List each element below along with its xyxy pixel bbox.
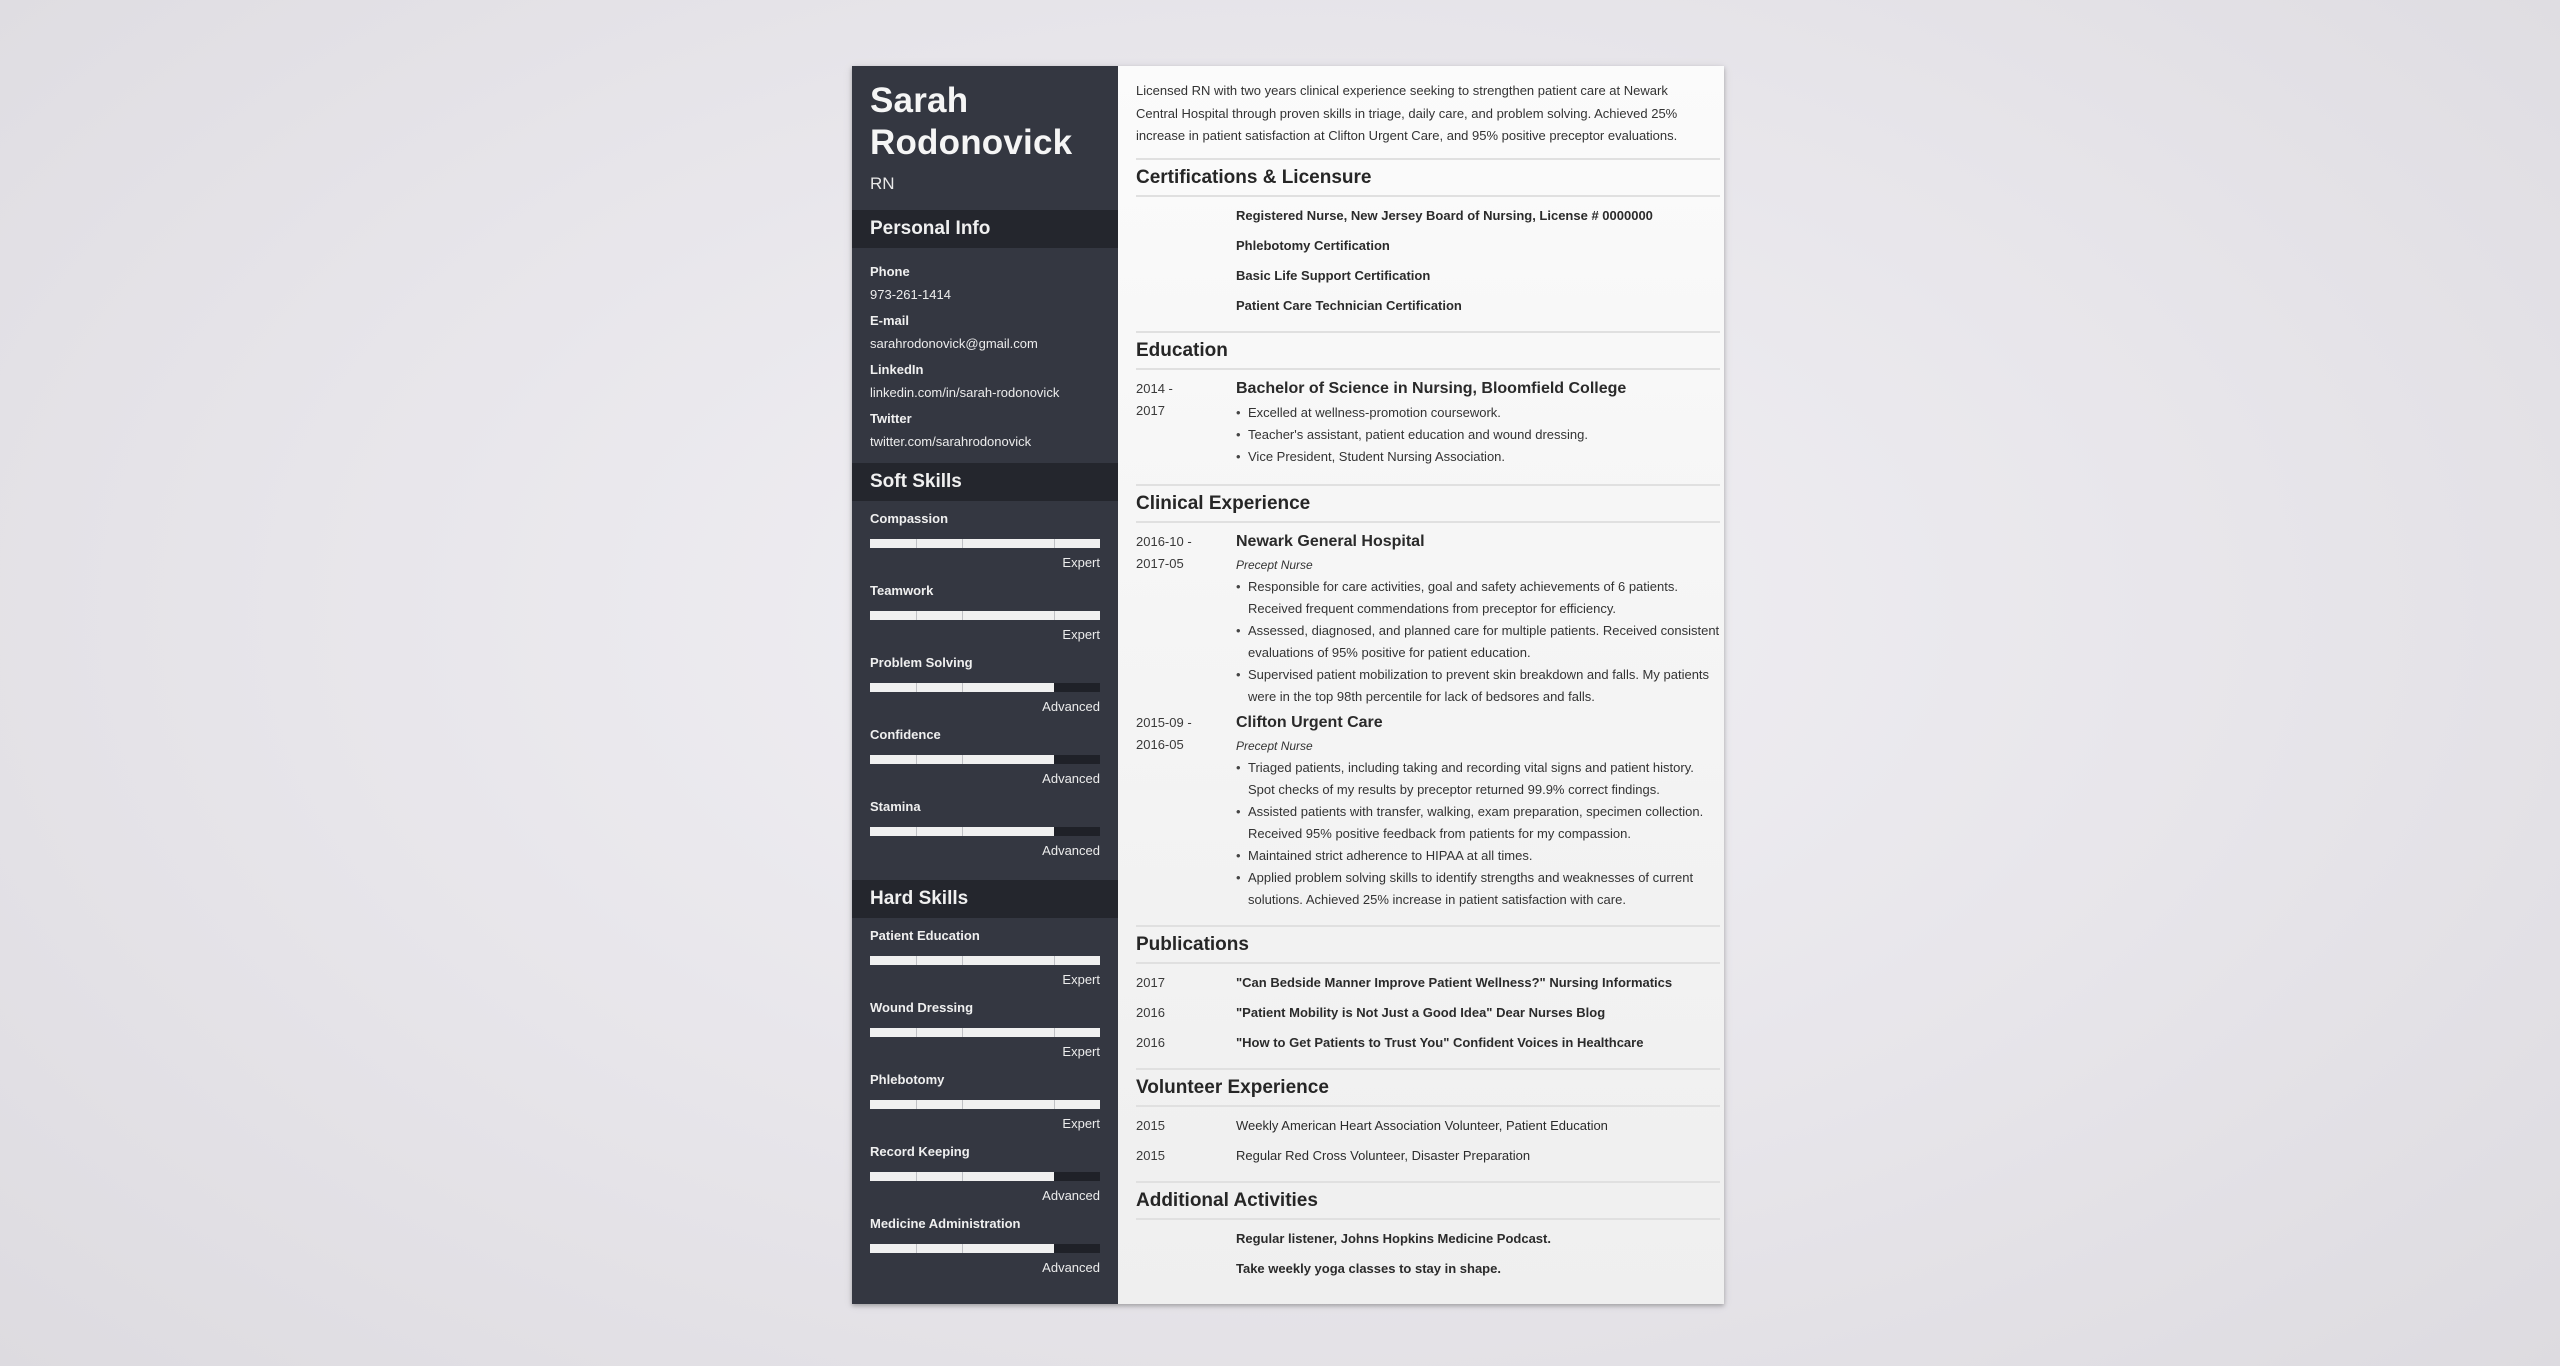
experience-entry — [1136, 712, 1720, 911]
skill-item — [870, 582, 1100, 644]
skill-bar — [870, 539, 1100, 548]
skill-name: Wound Dressing — [870, 1000, 974, 1015]
skill-bar-divider — [962, 1100, 963, 1109]
entry-date: 2016-10 - 2017-05 — [1136, 533, 1192, 571]
phone-value: 973-261-1414 — [870, 287, 951, 302]
skill-item — [870, 1143, 1100, 1205]
entry-date: 2015-09 - 2016-05 — [1136, 714, 1192, 752]
skill-bar-divider — [1054, 1028, 1055, 1037]
skill-name: Compassion — [870, 511, 949, 526]
resume-page — [852, 66, 1724, 1304]
skill-bar-fill — [870, 539, 1100, 548]
publication-item — [1136, 1002, 1720, 1032]
certification-item: Basic Life Support Certification — [1236, 267, 1431, 283]
skill-bar-divider — [916, 683, 917, 692]
skill-level: Advanced — [1042, 1260, 1100, 1275]
bullet-item: • Teacher's assistant, patient education and wound dressing. — [1236, 424, 1720, 446]
publication-item — [1136, 1032, 1720, 1062]
skill-bar-fill — [870, 611, 1100, 620]
volunteer-year: 2015 — [1136, 1147, 1165, 1163]
candidate-title: RN — [870, 174, 895, 193]
skill-bar-divider — [962, 755, 963, 764]
skill-bar — [870, 755, 1100, 764]
resume-main — [1118, 66, 1724, 1304]
bullet-item: • Triaged patients, including taking and recording vital signs and patient history. Spot checks of my results by preceptor returned 99.9% correct findings. — [1236, 757, 1720, 801]
skill-level: Advanced — [1042, 699, 1100, 714]
experience-list — [1136, 523, 1720, 921]
hard-skills-list — [852, 918, 1118, 1297]
education-entry — [1136, 378, 1720, 468]
skill-bar-divider — [1054, 1100, 1055, 1109]
degree-title: Bachelor of Science in Nursing, Bloomfield College — [1236, 379, 1627, 397]
skill-bar-divider — [962, 1244, 963, 1253]
skill-level: Expert — [1062, 555, 1100, 570]
activities-list — [1136, 1220, 1720, 1294]
bullet-item: • Applied problem solving skills to identify strengths and weaknesses of current solutions. Achieved 25% increase in patient satisfaction with care. — [1236, 867, 1720, 911]
publications-list — [1136, 964, 1720, 1068]
publication-year: 2017 — [1136, 974, 1165, 990]
skill-name: Phlebotomy — [870, 1072, 945, 1087]
experience-heading: Clinical Experience — [1136, 484, 1720, 523]
skill-bar — [870, 1244, 1100, 1253]
skill-bar-divider — [916, 1244, 917, 1253]
list-item — [1136, 205, 1720, 235]
activity-item — [1136, 1258, 1720, 1288]
skill-bar-divider — [962, 956, 963, 965]
skill-item — [870, 1071, 1100, 1133]
profile-summary: Licensed RN with two years clinical experience seeking to strengthen patient care at Newark Central Hospital through proven skills in triage, daily care, and problem solving. Achieved 25% increase in patient satisfaction at Clifton Urgent Care, and 95% positive preceptor evaluations. — [1136, 83, 1678, 143]
skill-bar-divider — [962, 1028, 963, 1037]
skill-name: Medicine Administration — [870, 1216, 1021, 1231]
publication-title: "Can Bedside Manner Improve Patient Wellness?" Nursing Informatics — [1236, 974, 1673, 990]
volunteer-list — [1136, 1107, 1720, 1181]
skill-level: Expert — [1062, 1044, 1100, 1059]
entry-date: 2014 - 2017 — [1136, 380, 1173, 418]
skill-item — [870, 1215, 1100, 1277]
employer-name: Newark General Hospital — [1236, 532, 1425, 550]
publication-year: 2016 — [1136, 1004, 1165, 1020]
education-heading: Education — [1136, 331, 1720, 370]
skill-bar-divider — [962, 539, 963, 548]
activity-item — [1136, 1228, 1720, 1258]
certification-item: Patient Care Technician Certification — [1236, 297, 1462, 313]
certification-item: Phlebotomy Certification — [1236, 237, 1390, 253]
bullet-item: • Excelled at wellness-promotion coursework. — [1236, 402, 1720, 424]
bullet-item: • Vice President, Student Nursing Association. — [1236, 446, 1720, 468]
skill-name: Stamina — [870, 799, 921, 814]
skill-bar — [870, 611, 1100, 620]
education-list — [1136, 370, 1720, 478]
skill-level: Expert — [1062, 1116, 1100, 1131]
skill-bar — [870, 827, 1100, 836]
job-role: Precept Nurse — [1236, 557, 1313, 572]
certifications-list — [1136, 197, 1720, 331]
certifications-heading: Certifications & Licensure — [1136, 158, 1720, 197]
activity-text: Regular listener, Johns Hopkins Medicine Podcast. — [1236, 1230, 1551, 1246]
skill-bar-divider — [1054, 611, 1055, 620]
skill-bar — [870, 683, 1100, 692]
skill-bar-divider — [916, 755, 917, 764]
volunteer-text: Weekly American Heart Association Volunteer, Patient Education — [1236, 1117, 1608, 1133]
skill-name: Confidence — [870, 727, 941, 742]
skill-bar-fill — [870, 1028, 1100, 1037]
skill-bar-divider — [962, 1172, 963, 1181]
resume-sidebar — [852, 66, 1118, 1304]
skill-bar-divider — [962, 683, 963, 692]
activity-text: Take weekly yoga classes to stay in shape. — [1236, 1260, 1501, 1276]
email-value[interactable]: sarahrodonovick@gmail.com — [870, 336, 1038, 351]
skill-bar-divider — [916, 1172, 917, 1181]
volunteer-item — [1136, 1145, 1720, 1175]
hard-skills-heading: Hard Skills — [852, 880, 1118, 918]
skill-name: Problem Solving — [870, 655, 973, 670]
skill-item — [870, 798, 1100, 860]
bullet-item: • Responsible for care activities, goal and safety achievements of 6 patients. Received frequent commendations from preceptor for efficiency. — [1236, 576, 1720, 620]
phone-label: Phone — [870, 264, 910, 279]
candidate-name: Sarah Rodonovick — [870, 81, 1073, 162]
volunteer-item — [1136, 1115, 1720, 1145]
experience-bullets — [1236, 757, 1720, 911]
skill-bar-divider — [916, 611, 917, 620]
experience-entry — [1136, 531, 1720, 708]
volunteer-heading: Volunteer Experience — [1136, 1068, 1720, 1107]
publications-heading: Publications — [1136, 925, 1720, 964]
publication-title: "How to Get Patients to Trust You" Confident Voices in Healthcare — [1236, 1034, 1644, 1050]
skill-item — [870, 510, 1100, 572]
volunteer-year: 2015 — [1136, 1117, 1165, 1133]
skill-bar-divider — [916, 827, 917, 836]
skill-bar-divider — [1054, 956, 1055, 965]
skill-item — [870, 726, 1100, 788]
skill-bar-divider — [916, 956, 917, 965]
skill-bar-divider — [962, 611, 963, 620]
skill-bar-divider — [962, 827, 963, 836]
skill-item — [870, 654, 1100, 716]
skill-bar-fill — [870, 956, 1100, 965]
soft-skills-list — [852, 501, 1118, 880]
skill-level: Expert — [1062, 627, 1100, 642]
skill-bar — [870, 956, 1100, 965]
skill-bar — [870, 1100, 1100, 1109]
skill-bar-fill — [870, 1100, 1100, 1109]
skill-item — [870, 999, 1100, 1061]
skill-bar-divider — [1054, 539, 1055, 548]
name-block — [852, 66, 1118, 210]
skill-name: Patient Education — [870, 928, 980, 943]
bullet-item: • Maintained strict adherence to HIPAA at all times. — [1236, 845, 1720, 867]
bullet-item: • Assessed, diagnosed, and planned care for multiple patients. Received consistent evaluations of 95% positive for patient education. — [1236, 620, 1720, 664]
list-item — [1136, 235, 1720, 265]
education-bullets — [1236, 402, 1720, 468]
skill-bar — [870, 1028, 1100, 1037]
skill-level: Expert — [1062, 972, 1100, 987]
publication-item — [1136, 972, 1720, 1002]
certification-item: Registered Nurse, New Jersey Board of Nursing, License # 0000000 — [1236, 207, 1653, 223]
skill-name: Record Keeping — [870, 1144, 970, 1159]
activities-heading: Additional Activities — [1136, 1181, 1720, 1220]
skill-level: Advanced — [1042, 771, 1100, 786]
skill-bar-divider — [916, 1100, 917, 1109]
volunteer-text: Regular Red Cross Volunteer, Disaster Preparation — [1236, 1147, 1531, 1163]
linkedin-label: LinkedIn — [870, 362, 924, 377]
skill-item — [870, 927, 1100, 989]
publication-year: 2016 — [1136, 1034, 1165, 1050]
skill-bar-divider — [916, 539, 917, 548]
skill-bar-divider — [916, 1028, 917, 1037]
job-role: Precept Nurse — [1236, 738, 1313, 753]
bullet-item: • Supervised patient mobilization to prevent skin breakdown and falls. My patients were in the top 98th percentile for lack of bedsores and falls. — [1236, 664, 1720, 708]
employer-name: Clifton Urgent Care — [1236, 713, 1383, 731]
twitter-value[interactable]: twitter.com/sarahrodonovick — [870, 434, 1032, 449]
personal-info-list — [852, 248, 1118, 463]
linkedin-value[interactable]: linkedin.com/in/sarah-rodonovick — [870, 385, 1060, 400]
soft-skills-heading: Soft Skills — [852, 463, 1118, 501]
email-label: E-mail — [870, 313, 910, 328]
skill-name: Teamwork — [870, 583, 934, 598]
experience-bullets — [1236, 576, 1720, 708]
skill-level: Advanced — [1042, 843, 1100, 858]
personal-info-heading: Personal Info — [852, 210, 1118, 248]
list-item — [1136, 295, 1720, 325]
twitter-label: Twitter — [870, 411, 912, 426]
bullet-item: • Assisted patients with transfer, walking, exam preparation, specimen collection. Received 95% positive feedback from patients for my compassion. — [1236, 801, 1720, 845]
skill-level: Advanced — [1042, 1188, 1100, 1203]
skill-bar — [870, 1172, 1100, 1181]
publication-title: "Patient Mobility is Not Just a Good Idea" Dear Nurses Blog — [1236, 1004, 1606, 1020]
list-item — [1136, 265, 1720, 295]
